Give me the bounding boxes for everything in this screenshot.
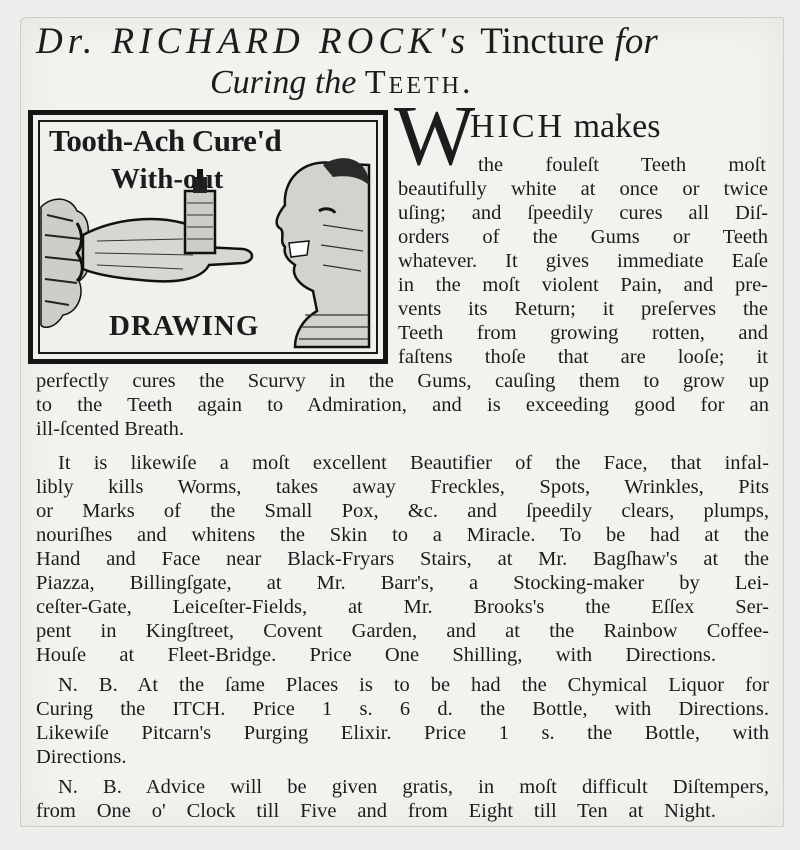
lead-rest: makes <box>573 108 661 145</box>
lead-caps: HICH <box>470 108 566 145</box>
body-line: Curing the ITCH. Price 1 s. 6 d. the Bottle, with Directions. <box>36 698 769 720</box>
body-line: faſtens thoſe that are looſe; it <box>398 346 768 368</box>
headline-line-1 <box>36 22 776 62</box>
body-line: whatever. It gives immediate Eaſe <box>398 250 768 272</box>
body-line: beautifully white at once or twice <box>398 178 768 200</box>
drop-cap: W <box>394 87 476 183</box>
body-line: or Marks of the Small Pox, &c. and ſpeedily clears, plumps, <box>36 500 769 522</box>
body-line: Directions. <box>36 746 127 768</box>
body-line: Houſe at Fleet-Bridge. Price One Shilling, with Directions. <box>36 644 716 666</box>
body-line: from One o' Clock till Five and from Eight till Ten at Night. <box>36 800 716 822</box>
body-line: nouriſhes and whitens the Skin to a Miracle. To be had at the <box>36 524 769 546</box>
body-line: in the moſt violent Pain, and pre- <box>398 274 768 296</box>
body-line: libly kills Worms, takes away Freckles, Spots, Wrinkles, Pits <box>36 476 769 498</box>
woodcut-illustration <box>28 110 388 364</box>
body-line: uſing; and ſpeedily cures all Diſ- <box>398 202 768 224</box>
woodcut-caption-3: DRAWING <box>109 310 260 342</box>
body-line: orders of the Gums or Teeth <box>398 226 768 248</box>
woodcut-caption-2: With-out <box>111 163 224 195</box>
body-line: N. B. At the ſame Places is to be had the Chymical Liquor for <box>58 674 769 696</box>
body-line: Teeth from growing rotten, and <box>398 322 768 344</box>
headline-curing: Curing the <box>210 64 357 101</box>
headline-teeth: Teeth. <box>364 64 474 101</box>
headline-name: Dr. RICHARD ROCK's <box>36 21 471 62</box>
body-line: ceſter-Gate, Leiceſter-Fields, at Mr. Brooks's the Eſſex Ser- <box>36 596 769 618</box>
body-line: to the Teeth again to Admiration, and is exceeding good for an <box>36 394 769 416</box>
lead-words <box>470 108 660 146</box>
body-line: N. B. Advice will be given gratis, in moſt difficult Diſtempers, <box>58 776 769 798</box>
body-line: Likewiſe Pitcarn's Purging Elixir. Price 1 s. the Bottle, with <box>36 722 769 744</box>
body-line: the fouleſt Teeth moſt <box>478 154 766 176</box>
body-line: ill-ſcented Breath. <box>36 418 184 440</box>
body-line: perfectly cures the Scurvy in the Gums, cauſing them to grow up <box>36 370 769 392</box>
body-line: pent in Kingſtreet, Covent Garden, and at the Rainbow Coffee- <box>36 620 769 642</box>
headline-tincture: Tincture <box>480 21 605 62</box>
body-line: vents its Return; it preſerves the <box>398 298 768 320</box>
headline-for: for <box>614 21 658 62</box>
body-line: Hand and Face near Black-Fryars Stairs, at Mr. Bagſhaw's at the <box>36 548 769 570</box>
body-line: Piazza, Billingſgate, at Mr. Barr's, a Stocking-maker by Lei- <box>36 572 769 594</box>
woodcut-caption-1: Tooth-Ach Cure'd <box>49 123 282 158</box>
body-line: It is likewiſe a moſt excellent Beautifier of the Face, that infal- <box>58 452 769 474</box>
